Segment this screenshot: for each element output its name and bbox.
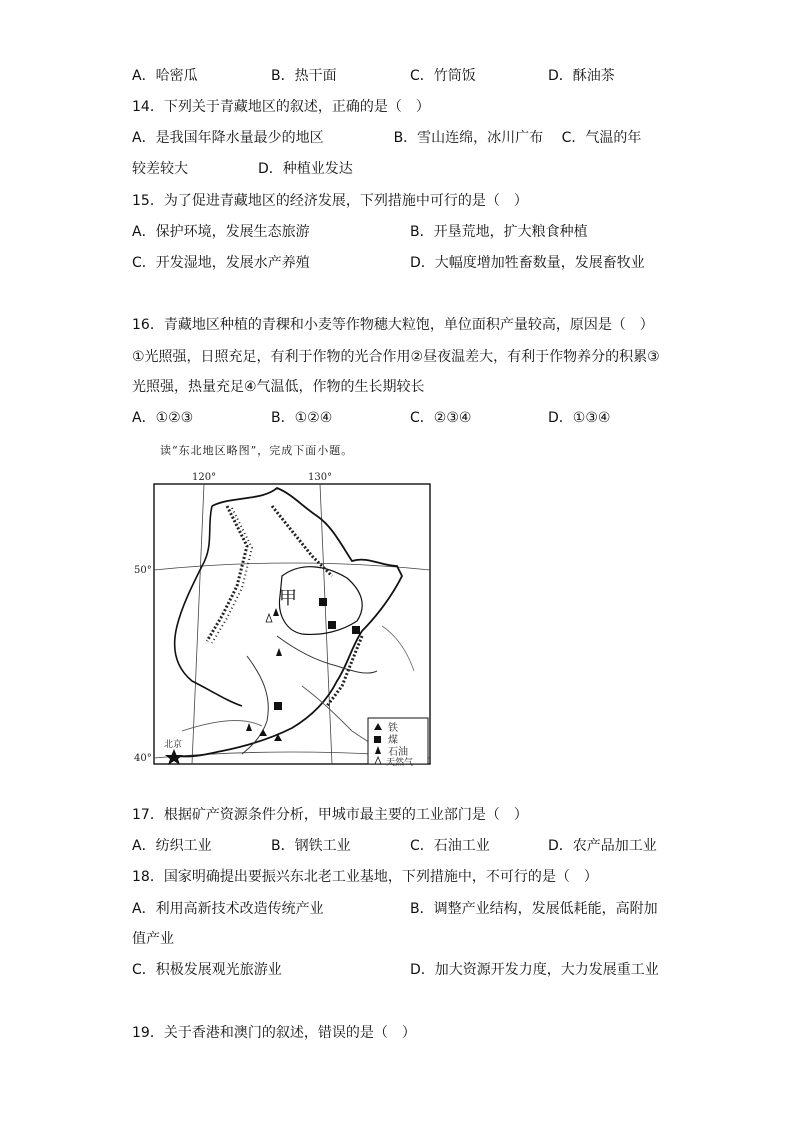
q18-option-a: A．利用高新技术改造传统产业	[132, 901, 324, 917]
label-lon-130: 130°	[308, 472, 333, 483]
legend-gas-label: 天然气	[386, 758, 414, 768]
q17-option-d: D．农产品加工业	[548, 838, 657, 854]
q17-stem: 17．根据矿产资源条件分析，甲城市最主要的工业部门是（ ）	[132, 807, 528, 823]
q17-option-b: B．钢铁工业	[271, 838, 351, 854]
q13-option-c: C．竹筒饭	[410, 68, 476, 84]
legend-coal-label: 煤	[388, 735, 398, 746]
q16-option-b: B．①②④	[271, 410, 333, 426]
q14-options-line1: A．是我国年降水量最少的地区 B．雪山连绵，冰川广布 C．气温的年	[132, 130, 642, 146]
q15-option-d: D．大幅度增加牲畜数量，发展畜牧业	[410, 255, 645, 271]
q15-option-a: A．保护环境，发展生态旅游	[132, 224, 310, 240]
q18-option-b-cont: 值产业	[132, 931, 174, 947]
q16-stem: 16．青藏地区种植的青稞和小麦等作物穗大粒饱，单位面积产量较高，原因是（ ）	[132, 317, 654, 333]
legend-oil-label: 石油	[388, 747, 408, 758]
q14-stem: 14．下列关于青藏地区的叙述，正确的是（ ）	[132, 99, 430, 115]
q19-stem: 19．关于香港和澳门的叙述，错误的是（ ）	[132, 1025, 416, 1041]
label-beijing: 北京	[164, 740, 183, 750]
q18-option-b: B．调整产业结构，发展低耗能，高附加	[410, 901, 658, 917]
coal-symbol	[352, 626, 360, 634]
q18-option-c: C．积极发展观光旅游业	[132, 962, 282, 978]
map-caption: 读“东北地区略图”，完成下面小题。	[160, 444, 354, 457]
coal-symbol	[328, 621, 336, 629]
northeast-china-map	[134, 466, 434, 768]
q18-stem: 18．国家明确提出要振兴东北老工业基地，下列措施中，不可行的是（ ）	[132, 869, 598, 885]
q17-option-a: A．纺织工业	[132, 838, 212, 854]
q17-option-c: C．石油工业	[410, 838, 490, 854]
legend-iron-label: 铁	[388, 723, 398, 734]
label-lon-120: 120°	[192, 472, 217, 483]
q15-stem: 15．为了促进青藏地区的经济发展，下列措施中可行的是（ ）	[132, 193, 528, 209]
q13-option-b: B．热干面	[271, 68, 337, 84]
q16-line2: 光照强，热量充足④气温低，作物的生长期较长	[132, 379, 425, 395]
coal-symbol	[319, 598, 327, 606]
coal-symbol	[274, 702, 282, 710]
q16-option-a: A．①②③	[132, 410, 194, 426]
q14-options-line2: 较差较大 D．种植业发达	[132, 161, 353, 177]
q18-option-d: D．加大资源开发力度，大力发展重工业	[410, 962, 659, 978]
label-city-jia: 甲	[279, 588, 297, 609]
q16-option-c: C．②③④	[410, 410, 472, 426]
legend-coal-icon	[374, 736, 381, 743]
q13-option-d: D．酥油茶	[548, 68, 615, 84]
label-lat-50: 50°	[134, 565, 152, 576]
q16-line1: ①光照强，日照充足，有利于作物的光合作用②昼夜温差大，有利于作物养分的积累③	[132, 349, 660, 365]
q13-option-a: A．哈密瓜	[132, 68, 198, 84]
q15-option-b: B．开垦荒地，扩大粮食种植	[410, 224, 588, 240]
label-lat-40: 40°	[134, 753, 152, 764]
q16-option-d: D．①③④	[548, 410, 611, 426]
q15-option-c: C．开发湿地，发展水产养殖	[132, 255, 310, 271]
